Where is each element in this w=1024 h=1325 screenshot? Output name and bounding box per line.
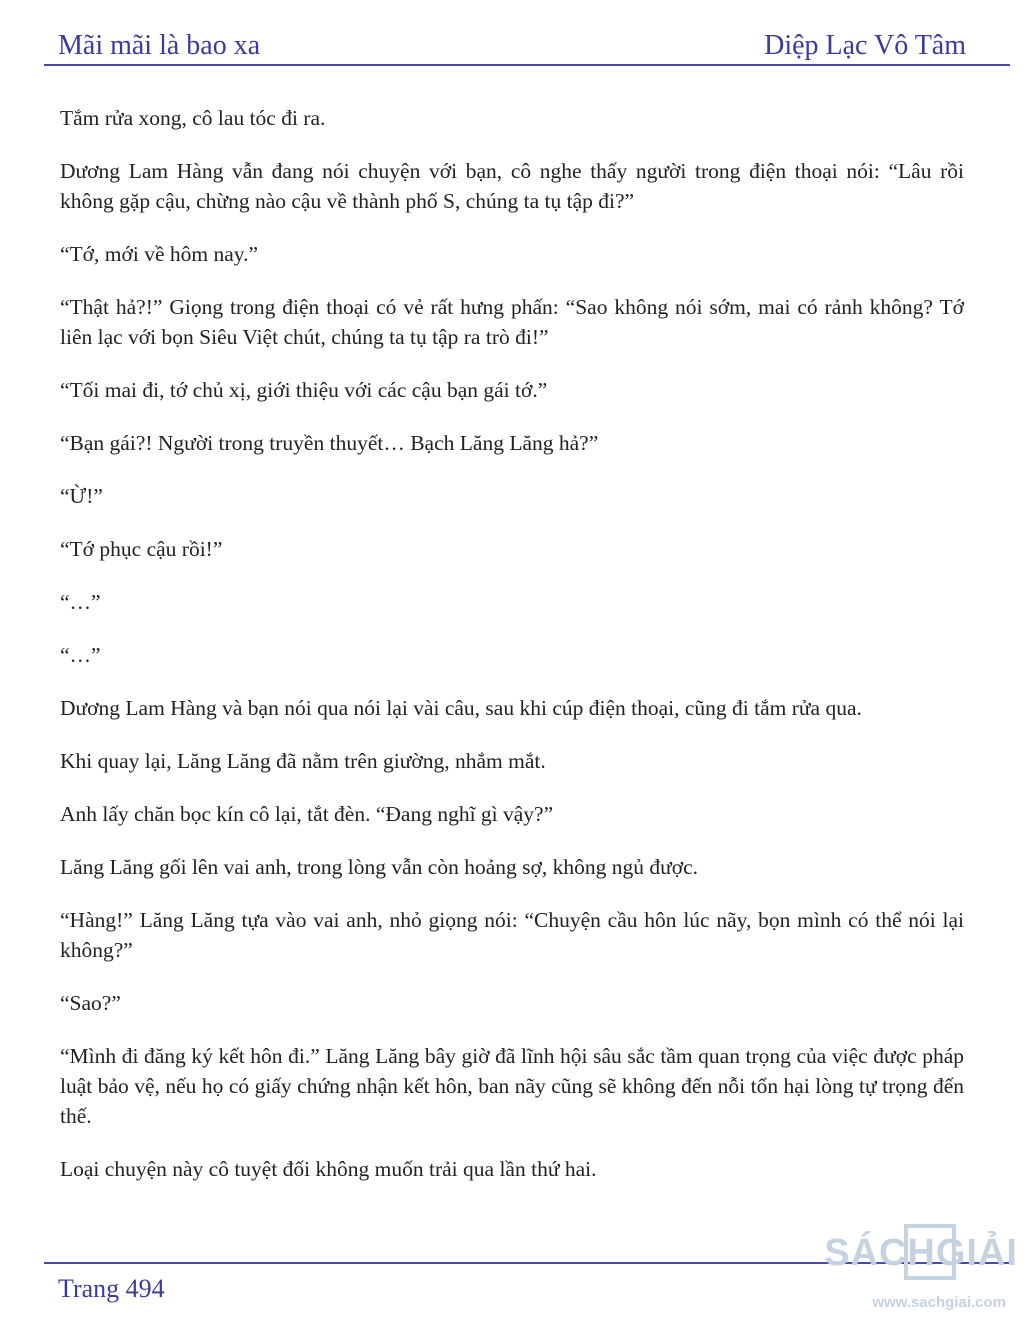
- paragraph: “Ừ!”: [60, 484, 103, 508]
- page-body: [60, 103, 964, 1207]
- paragraph: Dương Lam Hàng vẫn đang nói chuyện với bạn, cô nghe thấy người trong điện thoại nói: “Lâu rồi không gặp cậu, chừng nào cậu về thành phố S, chúng ta tụ tập đi?”: [60, 159, 964, 213]
- watermark-url: www.sachgiai.com: [872, 1294, 1006, 1311]
- paragraph: Khi quay lại, Lăng Lăng đã nằm trên giường, nhắm mắt.: [60, 749, 546, 773]
- paragraph: Dương Lam Hàng và bạn nói qua nói lại vài câu, sau khi cúp điện thoại, cũng đi tắm rửa qua.: [60, 696, 862, 720]
- paragraph: “Tối mai đi, tớ chủ xị, giới thiệu với các cậu bạn gái tớ.”: [60, 378, 548, 402]
- paragraph: “Bạn gái?! Người trong truyền thuyết… Bạch Lăng Lăng hả?”: [60, 431, 599, 455]
- author-name: Diệp Lạc Vô Tâm: [764, 30, 966, 61]
- paragraph: “…”: [60, 643, 101, 667]
- watermark: [818, 1224, 1018, 1319]
- paragraph: “Sao?”: [60, 991, 121, 1015]
- paragraph: “Thật hả?!” Giọng trong điện thoại có vẻ rất hưng phấn: “Sao không nói sớm, mai có rảnh không? Tớ liên lạc với bọn Siêu Việt chút, chúng ta tụ tập ra trò đi!”: [60, 295, 964, 349]
- paragraph: Loại chuyện này cô tuyệt đối không muốn trải qua lần thứ hai.: [60, 1157, 597, 1181]
- paragraph: “Tớ, mới về hôm nay.”: [60, 242, 259, 266]
- paragraph: Lăng Lăng gối lên vai anh, trong lòng vẫn còn hoảng sợ, không ngủ được.: [60, 855, 699, 879]
- page-number: Trang 494: [58, 1274, 165, 1303]
- book-title: Mãi mãi là bao xa: [58, 30, 261, 61]
- paragraph: Tắm rửa xong, cô lau tóc đi ra.: [60, 106, 326, 130]
- header-divider: [44, 64, 1010, 66]
- paragraph: “Tớ phục cậu rồi!”: [60, 537, 223, 561]
- paragraph: “…”: [60, 590, 101, 614]
- paragraph: “Hàng!” Lăng Lăng tựa vào vai anh, nhỏ giọng nói: “Chuyện cầu hôn lúc nãy, bọn mình có thể nói lại không?”: [60, 908, 964, 962]
- paragraph: Anh lấy chăn bọc kín cô lại, tắt đèn. “Đang nghĩ gì vậy?”: [60, 802, 554, 826]
- page-header: [58, 22, 966, 62]
- watermark-logo: SÁCHGIẢI: [824, 1232, 1018, 1274]
- paragraph: “Mình đi đăng ký kết hôn đi.” Lăng Lăng bây giờ đã lĩnh hội sâu sắc tầm quan trọng của việc được pháp luật bảo vệ, nếu họ có giấy chứng nhận kết hôn, ban nãy cũng sẽ không đến nỗi tổn hại lòng tự trọng đến thế.: [60, 1044, 964, 1128]
